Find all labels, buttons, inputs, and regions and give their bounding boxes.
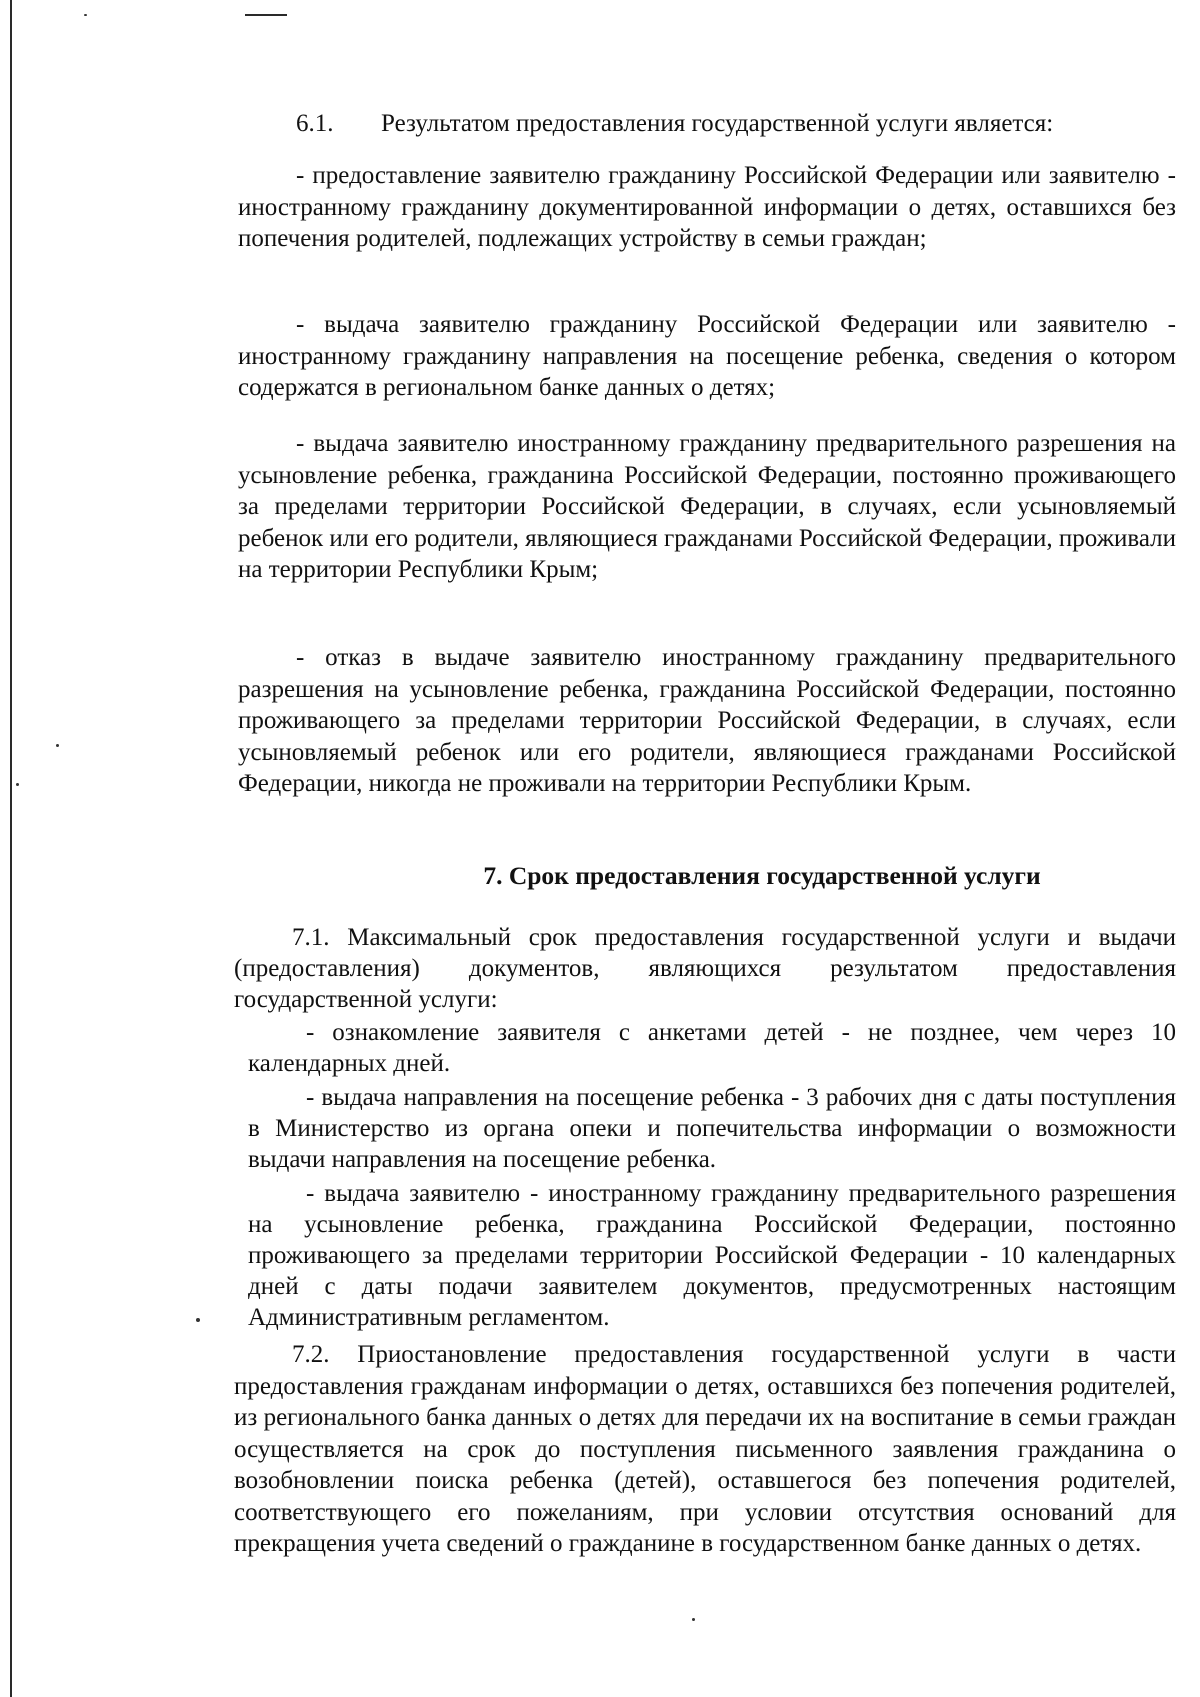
paragraph: - выдача заявителю иностранному гражданину предварительного разрешения на усыновление ребенка, гражданина Российской Федерации, постоянно проживающего за пределами территории Российской Федерации, в случаях, если усыновляемый ребенок или его родители, являющиеся гражданами Российской Федерации, проживали на территории Республики Крым; xyxy=(238,430,1176,583)
item-6-1 xyxy=(296,108,1176,140)
item-text: Результатом предоставления государственной услуги является: xyxy=(381,110,1054,137)
list-item: - выдача заявителю - иностранному гражданину предварительного разрешения на усыновление ребенка, гражданина Российской Федерации, постоянно проживающего за пределами территории Российской Федерации - 10 календарных дней с даты подачи заявителем документов, предусмотренных настоящим Административным регламентом. xyxy=(248,1180,1176,1331)
scan-left-edge xyxy=(10,0,12,1697)
scan-speck xyxy=(56,744,59,747)
paragraph: - отказ в выдаче заявителю иностранному гражданину предварительного разрешения на усыновление ребенка, гражданина Российской Федерации, постоянно проживающего за пределами территории Российской Федерации, в случаях, если усыновляемый ребенок или его родители, являющиеся гражданами Российской Федерации, никогда не проживали на территории Республики Крым. xyxy=(238,644,1176,797)
scan-speck xyxy=(84,14,87,16)
scan-speck xyxy=(196,1318,200,1322)
list-item: - ознакомление заявителя с анкетами детей - не позднее, чем через 10 календарных дней. xyxy=(248,1019,1176,1077)
section-heading: 7. Срок предоставления государственной услуги xyxy=(483,861,1041,890)
paragraph-7-1: 7.1. Максимальный срок предоставления государственной услуги и выдачи (предоставления) документов, являющихся результатом предоставления государственной услуги: xyxy=(234,924,1176,1013)
paragraph: - предоставление заявителю гражданину Российской Федерации или заявителю - иностранному гражданину документированной информации о детях, оставшихся без попечения родителей, подлежащих устройству в семьи граждан; xyxy=(238,162,1176,252)
item-number: 6.1. xyxy=(296,110,334,137)
paragraph-7-2: 7.2. Приостановление предоставления государственной услуги в части предоставления гражданам информации о детях, оставшихся без попечения родителей, из регионального банка данных о детях для передачи их на воспитание в семьи граждан осуществляется на срок до поступления письменного заявления гражданина о возобновлении поиска ребенка (детей), оставшегося без попечения родителей, соответствующего его пожеланиям, при условии отсутствия оснований для прекращения учета сведений о гражданине в государственном банке данных о детях. xyxy=(234,1341,1176,1557)
scan-speck xyxy=(16,783,19,786)
scan-speck xyxy=(692,1618,695,1621)
top-rule xyxy=(245,14,287,16)
list-item: - выдача направления на посещение ребенка - 3 рабочих дня с даты поступления в Министерство из органа опеки и попечительства информации о возможности выдачи направления на посещение ребенка. xyxy=(248,1084,1176,1173)
paragraph: - выдача заявителю гражданину Российской Федерации или заявителю - иностранному гражданину направления на посещение ребенка, сведения о котором содержатся в региональном банке данных о детях; xyxy=(238,311,1176,401)
